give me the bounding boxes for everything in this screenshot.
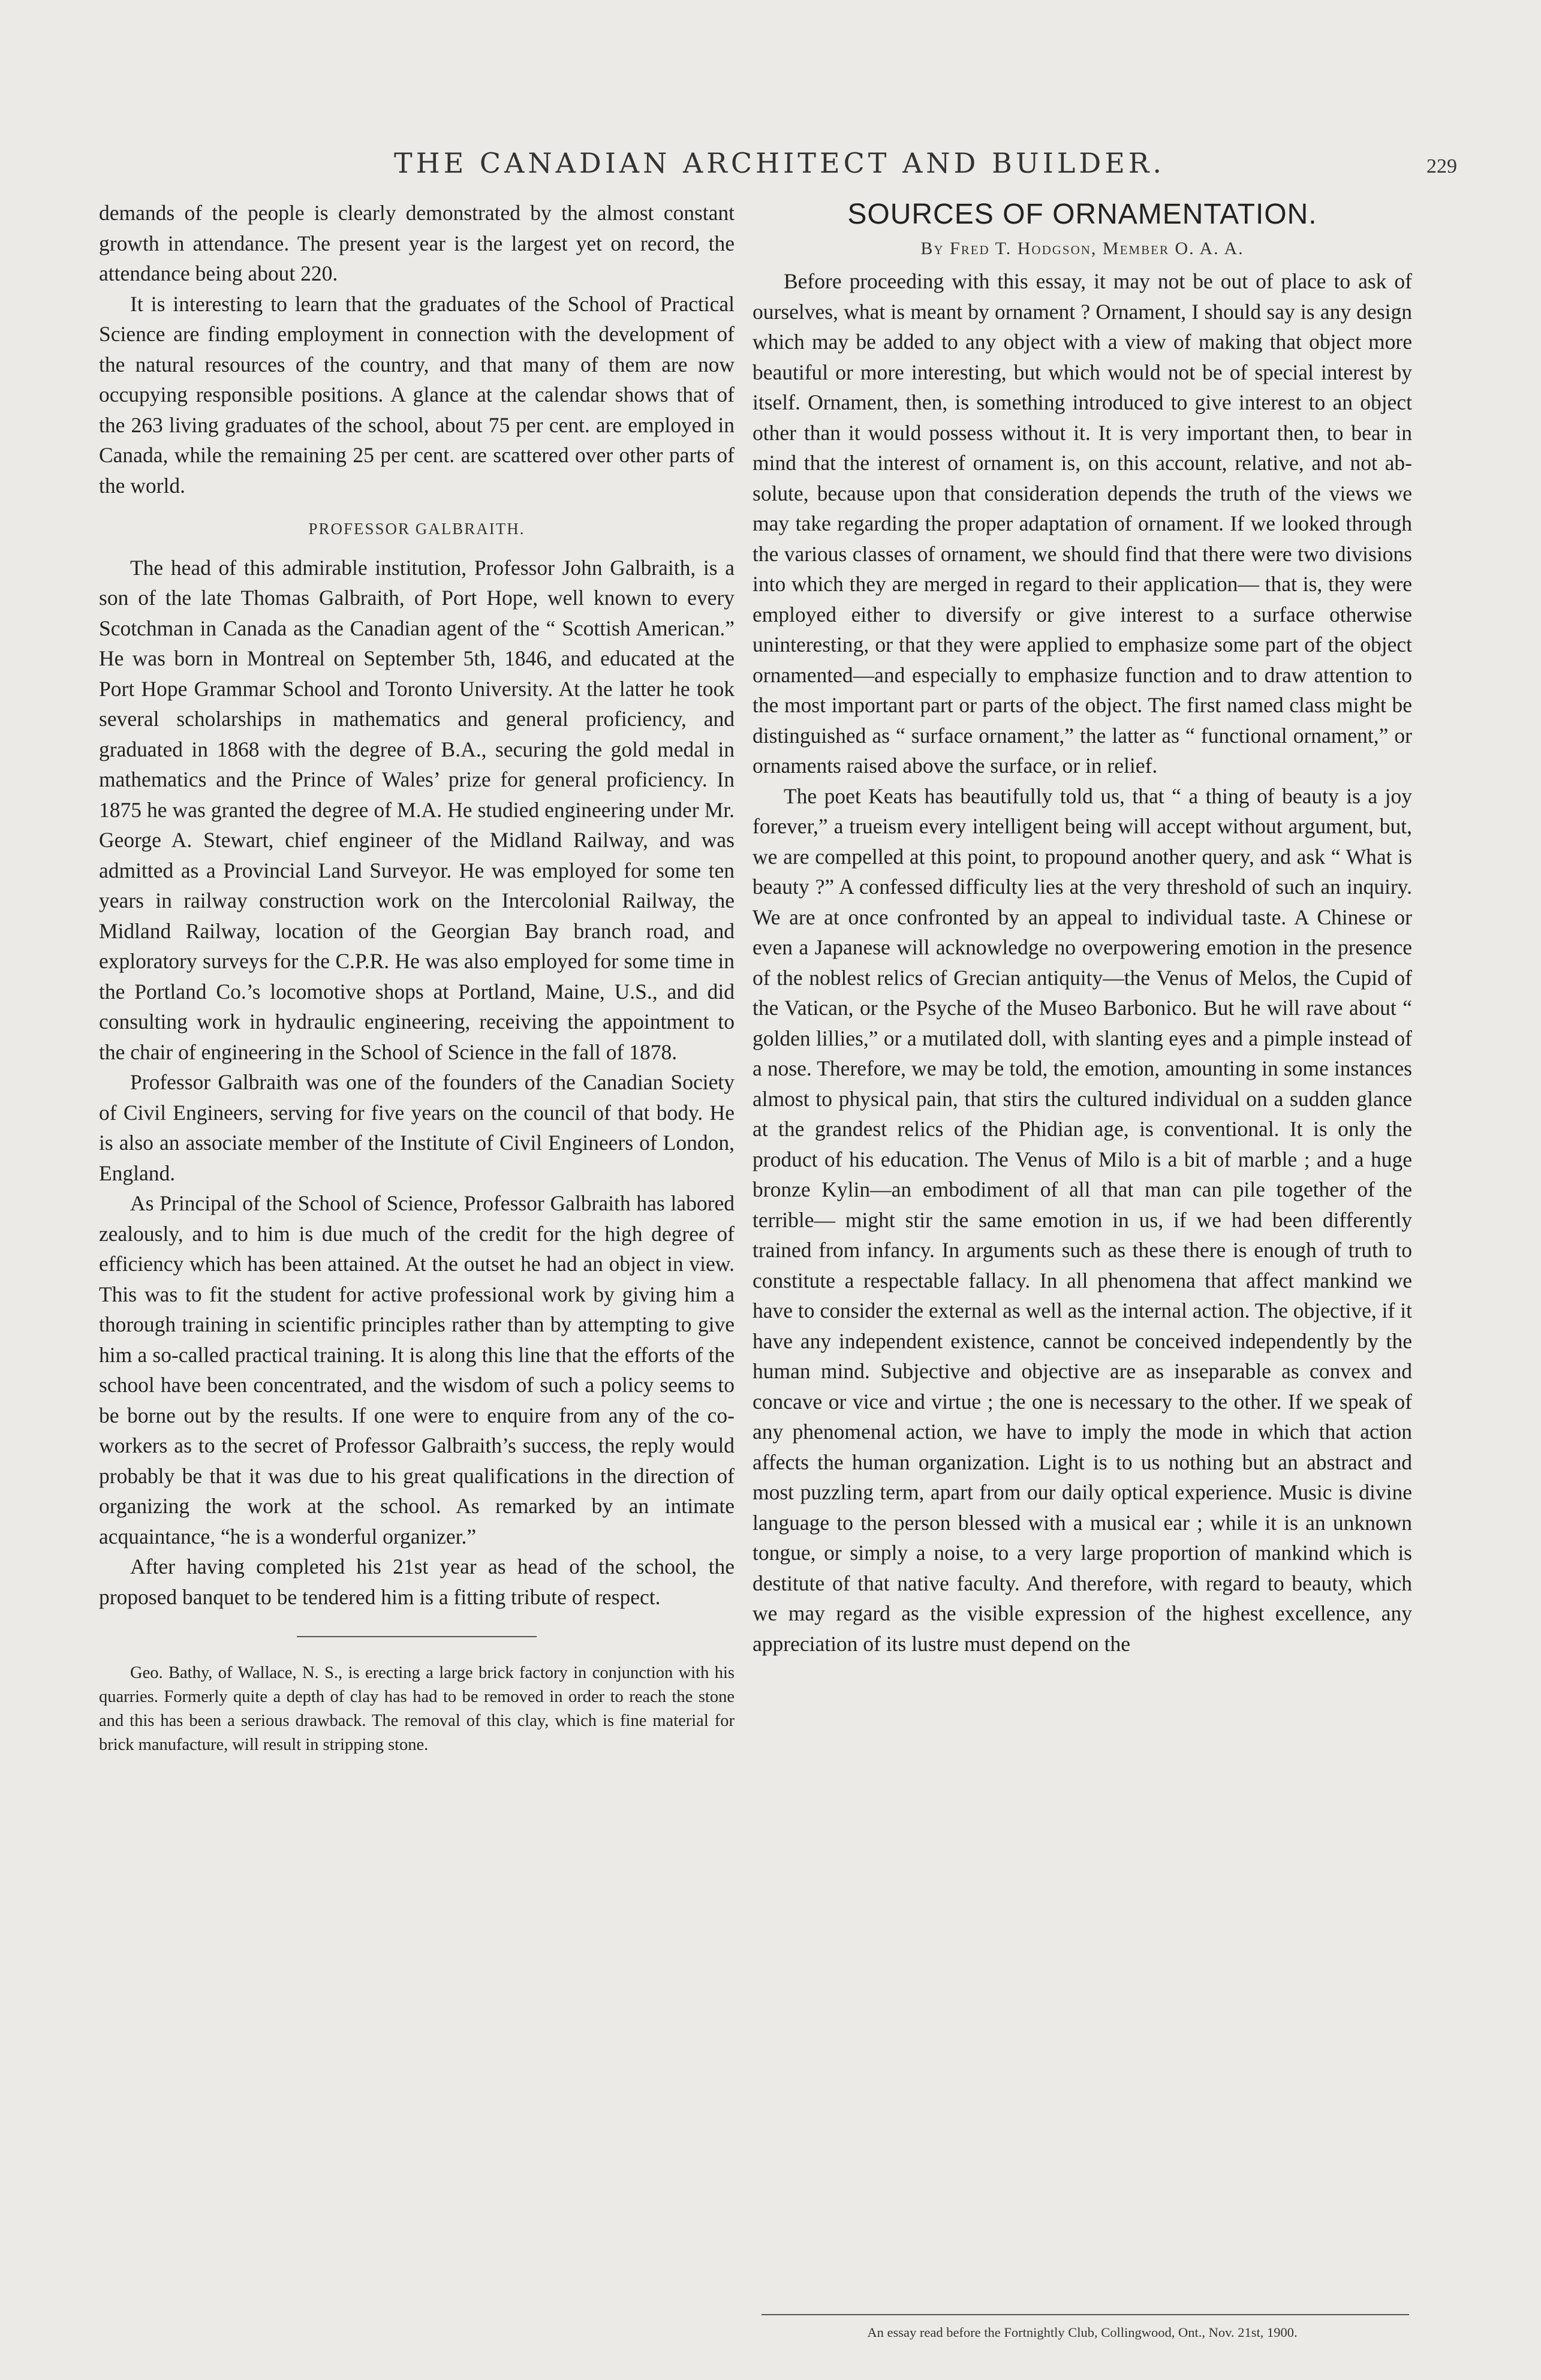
- paragraph: The poet Keats has beautifully told us, that “ a thing of beauty is a joy forever,” a trueism every intelligent being will accept without argument, but, we are compelled at this point, to propound another query, and ask “ What is beauty ?” A confessed difficulty lies at the very threshold of such an inquiry. We are at once confronted by an appeal to individual taste. A Chinese or even a Japanese will acknowledge no overpowering emotion in the presence of the noblest relics of Grecian antiquity—the Venus of Melos, the Cupid of the Vatican, or the Psyche of the Museo Barbonico. But he will rave about “ golden lillies,” or a mutilated doll, with slanting eyes and a pimple instead of a nose. Therefore, we may be told, the emotion, amounting in some instances almost to physical pain, that stirs the cultured individual on a sudden glance at the grandest relics of the Phidian age, is conventional. It is only the product of his education. The Venus of Milo is a bit of marble ; and a huge bronze Kylin—an embodiment of all that man can pile together of the terrible— might stir the same emotion in us, if we had been differently trained from infancy. In arguments such as these there is enough of truth to constitute a respectable fallacy. In all phenomena that affect mankind we have to consider the external as well as the internal action. The objective, if it have any independent existence, cannot be conceived independently by the human mind. Subjective and objective are as inseparable as convex and concave or vice and virtue ; the one is necessary to the other. If we speak of any phenomenal action, we have to imply the mode in which that action affects the human organization. Light is to us nothing but an abstract and most puzzling term, apart from our daily optical experience. Music is divine language to the person blessed with a musical ear ; while it is an unknown tongue, or simply a noise, to a very large proportion of mankind which is destitute of that native faculty. And therefore, with regard to beauty, which we may regard as the visible expression of the highest excellence, any appreciation of its lustre must depend on the: [753, 784, 1412, 1656]
- paragraph: It is interesting to learn that the graduates of the School of Practical Science are finding employment in connection with the development of the natural resources of the country, and that many of them are now occupying responsible positions. A glance at the calendar shows that of the 263 living graduates of the school, about 75 per cent. are employed in Canada, while the remaining 25 per cent. are scattered over other parts of the world.: [99, 291, 735, 498]
- divider: [297, 1636, 537, 1637]
- article-byline: By Fred T. Hodgson, Member O. A. A.: [920, 239, 1244, 258]
- paragraph: demands of the people is clearly demonstrated by the almost constant growth in attendance. The present year is the largest yet on record, the attendance being about 220.: [99, 201, 735, 285]
- news-item: [99, 1661, 735, 1757]
- news-item-text: Geo. Bathy, of Wallace, N. S., is erecting a large brick factory in conjunction with his quarries. Formerly quite a depth of clay has had to be removed in order to reach the stone and this has been a serious drawback. The removal of this clay, which is fine material for brick manufacture, will result in stripping stone.: [99, 1664, 735, 1754]
- paragraph: Professor Galbraith was one of the founders of the Canadian Society of Civil Engineers, serving for five years on the council of that body. He is also an associate member of the Institute of Civil Engineers of London, England.: [99, 1070, 735, 1185]
- left-column: [99, 198, 735, 1757]
- paragraph: As Principal of the School of Science, Professor Galbraith has labored zealously, and to him is due much of the credit for the high degree of efficiency which has been attained. At the outset he had an object in view. This was to fit the student for active professional work by giving him a thorough training in scientific principles rather than by attempting to give him a so-called practical training. It is along this line that the efforts of the school have been concentrated, and the wisdom of such a policy seems to be borne out by the results. If one were to enquire from any of the co-workers as to the secret of Professor Galbraith’s success, the reply would probably be that it was due to his great qualifications in the direction of organizing the work at the school. As remarked by an intimate acquaintance, “he is a wonderful organizer.”: [99, 1191, 735, 1548]
- page-number: 229: [1426, 155, 1457, 177]
- paragraph: Before proceeding with this essay, it may not be out of place to ask of ourselves, what is meant by ornament ? Ornament, I should say is any design which may be added to any object with a view of making that object more beautiful or more interesting, but which would not be of special interest by itself. Ornament, then, is something introduced to give interest to an object other than it would possess without it. It is very important then, to bear in mind that the interest of ornament is, on this account, relative, and not absolute, because upon that consideration depends the truth of the views we may take regarding the proper adaptation of ornament. If we looked through the various classes of ornament, we should find that there were two divisions into which they are merged in regard to their application— that is, they were employed either to diversify or give interest to a surface otherwise uninteresting, or that they were applied to emphasize some part of the object ornamented—and especially to emphasize function and to draw attention to the most important part or parts of the object. The first named class might be distinguished as “ surface ornament,” the latter as “ functional ornament,” or ornaments raised above the surface, or in relief.: [753, 269, 1412, 778]
- right-column: [753, 198, 1412, 1659]
- section-heading: PROFESSOR GALBRAITH.: [308, 520, 525, 538]
- footnote-divider: [762, 2314, 1409, 2315]
- paragraph: The head of this admirable institution, Professor John Galbraith, is a son of the late Thomas Galbraith, of Port Hope, well known to every Scotchman in Canada as the Canadian agent of the “ Scottish American.” He was born in Montreal on September 5th, 1846, and educated at the Port Hope Grammar School and Toronto University. At the latter he took several scholarships in mathematics and general proficiency, and graduated in 1868 with the degree of B.A., securing the gold medal in mathematics and the Prince of Wales’ prize for general proficiency. In 1875 he was granted the degree of M.A. He studied engineering under Mr. George A. Stewart, chief engineer of the Midland Railway, and was admitted as a Provincial Land Surveyor. He was employed for some ten years in railway construction work on the Intercolonial Railway, the Midland Railway, location of the Georgian Bay branch road, and exploratory surveys for the C.P.R. He was also employed for some time in the Portland Co.’s locomotive shops at Portland, Maine, U.S., and did consulting work in hydraulic engineering, receiving the appointment to the chair of engineering in the School of Science in the fall of 1878.: [99, 555, 735, 1064]
- article-title: SOURCES OF ORNAMENTATION.: [847, 198, 1317, 230]
- running-title: THE CANADIAN ARCHITECT AND BUILDER.: [393, 147, 1166, 179]
- footnote: An essay read before the Fortnightly Club, Collingwood, Ont., Nov. 21st, 1900.: [867, 2325, 1298, 2340]
- paragraph: After having completed his 21st year as head of the school, the proposed banquet to be tendered him is a fitting tribute of respect.: [99, 1554, 735, 1609]
- page-header: [90, 147, 1469, 183]
